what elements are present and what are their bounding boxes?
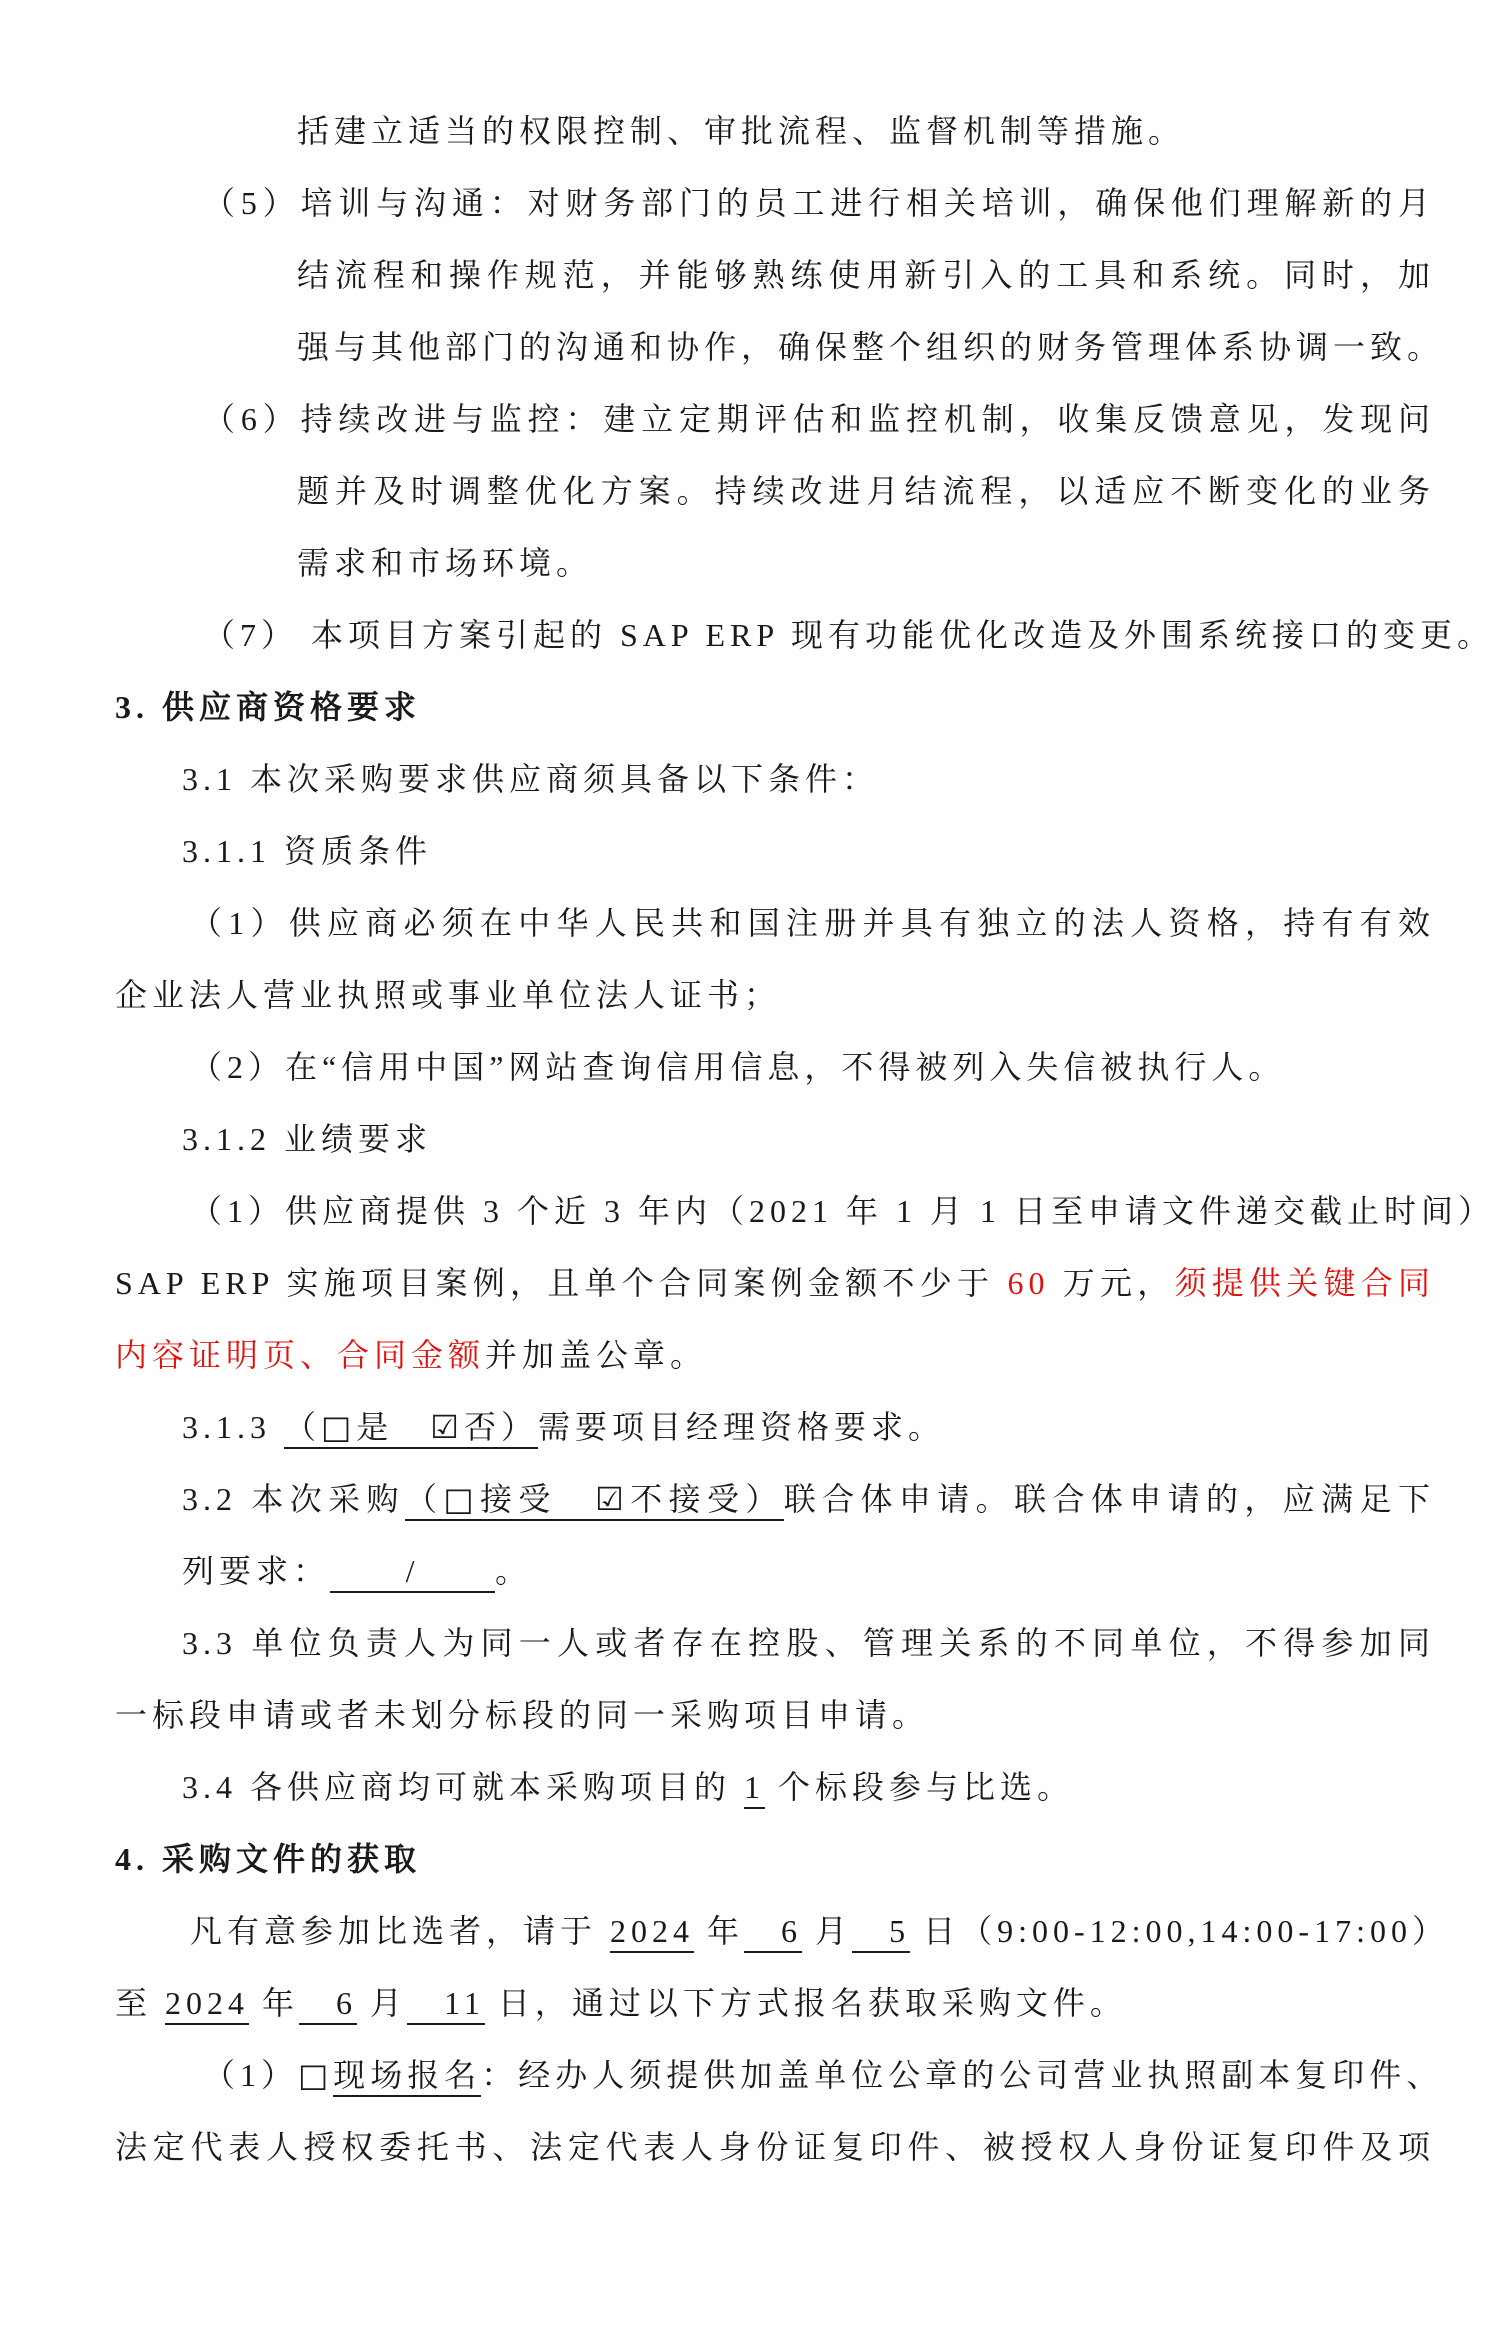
blank-field: / (330, 1551, 495, 1593)
clause-3-1-2-heading (182, 1103, 1435, 1175)
clause-3-3-line-2 (115, 1679, 1435, 1751)
text-segment: 日，通过以下方式报名获取采购文件。 (484, 1985, 1127, 2021)
text-segment: 联合体申请。联合体申请的，应满足下 (783, 1481, 1435, 1517)
text-segment: 强与其他部门的沟通和协作，确保整个组织的财务管理体系协调一致。 (297, 329, 1445, 365)
start-month-field: 6 (744, 1913, 802, 1953)
text-segment: （ (284, 1409, 322, 1445)
item-5-line-3 (297, 311, 1445, 383)
text-segment: 列要求： (182, 1553, 331, 1589)
text-segment: 至 (115, 1985, 166, 2021)
end-year-field: 2024 (165, 1985, 249, 2025)
start-year-field: 2024 (610, 1913, 694, 1953)
onsite-registration-line-2 (115, 2111, 1435, 2183)
text-segment: 。 (495, 1553, 533, 1589)
text-segment: 年 (249, 1985, 300, 2021)
end-month-field: 6 (299, 1985, 357, 2025)
text-segment: SAP ERP 实施项目案例，且单个合同案例金额不少于 (115, 1265, 1008, 1301)
text-segment: （2）在“信用中国”网站查询信用信息，不得被列入失信被执行人。 (190, 1049, 1286, 1085)
text-segment: 是 (356, 1409, 431, 1445)
section-4-heading (115, 1823, 1435, 1895)
text-segment: 年 (694, 1913, 745, 1949)
checkbox-checked-icon: ☑ (430, 1408, 464, 1446)
onsite-registration-line-1 (203, 2039, 1444, 2111)
text-segment: 3.2 本次采购 (182, 1481, 405, 1517)
clause-3-2-line-1 (182, 1463, 1435, 1535)
clause-3-1 (182, 743, 1435, 815)
text-segment: 个标段参与比选。 (765, 1769, 1075, 1805)
text-segment: 3.3 单位负责人为同一人或者存在控股、管理关系的不同单位，不得参加同 (182, 1625, 1435, 1661)
text-segment: （1）供应商必须在中华人民共和国注册并具有独立的法人资格，持有有效 (190, 905, 1435, 941)
item-4-continuation-line (297, 95, 1435, 167)
accept-option-field (405, 1481, 784, 1521)
performance-item-1-line-2 (115, 1247, 1435, 1319)
text-segment: 3.1.2 业绩要求 (182, 1121, 433, 1157)
text-segment: 并加盖公章。 (485, 1337, 708, 1373)
text-segment: 题并及时调整优化方案。持续改进月结流程，以适应不断变化的业务 (297, 473, 1435, 509)
qualification-item-1-line-2 (115, 959, 1435, 1031)
checkbox-unchecked-icon: □ (298, 2056, 334, 2094)
end-day-field: 11 (407, 1985, 485, 2025)
checkbox-unchecked-icon: □ (321, 1408, 357, 1446)
checkbox-unchecked-icon: □ (443, 1480, 480, 1518)
text-segment: 3.4 各供应商均可就本采购项目的 (182, 1769, 745, 1805)
text-segment: 需求和市场环境。 (297, 545, 594, 581)
red-requirement-text: 须提供关键合同 (1174, 1265, 1435, 1301)
text-segment: 不接受） (628, 1481, 784, 1517)
qualification-item-2-line (190, 1031, 1435, 1103)
clause-3-1-1-heading (182, 815, 1435, 887)
text-segment: （1） (203, 2057, 299, 2093)
amount-highlight: 60 (1007, 1265, 1050, 1301)
text-segment: 月 (357, 1985, 408, 2021)
clause-3-2-line-2 (182, 1535, 1435, 1607)
registration-period-line-1 (190, 1895, 1449, 1967)
text-segment: 一标段申请或者未划分标段的同一采购项目申请。 (115, 1697, 930, 1733)
text-segment: （6）持续改进与监控：建立定期评估和监控机制，收集反馈意见，发现问 (203, 401, 1435, 437)
heading-text: 4. 采购文件的获取 (115, 1841, 422, 1877)
text-segment: 括建立适当的权限控制、审批流程、监督机制等措施。 (297, 113, 1186, 149)
text-segment: （ (404, 1481, 444, 1517)
text-segment: 凡有意参加比选者，请于 (190, 1913, 611, 1949)
yes-no-option-field (284, 1409, 538, 1449)
text-segment: 3.1 本次采购要求供应商须具备以下条件： (182, 761, 880, 797)
item-6-line-1 (203, 383, 1435, 455)
clause-3-3-line-1 (182, 1607, 1435, 1679)
heading-text: 3. 供应商资格要求 (115, 689, 422, 725)
checkbox-checked-icon: ☑ (595, 1480, 629, 1518)
text-segment: 万元， (1049, 1265, 1175, 1301)
item-7-line (203, 599, 1495, 671)
text-segment: （1）供应商提供 3 个近 3 年内（2021 年 1 月 1 日至申请文件递交截止时间） (190, 1193, 1496, 1229)
text-segment: 3.1.3 (182, 1409, 284, 1445)
onsite-registration-label: 现场报名 (333, 2057, 481, 2097)
text-segment: 需要项目经理资格要求。 (537, 1409, 945, 1445)
qualification-item-1-line-1 (190, 887, 1435, 959)
text-segment: 日（9:00-12:00,14:00-17:00） (910, 1913, 1449, 1949)
text-segment: 接受 (479, 1481, 596, 1517)
text-segment: 3.1.1 资质条件 (182, 833, 433, 869)
text-segment: 企业法人营业执照或事业单位法人证书； (115, 977, 782, 1013)
lot-count-underlined: 1 (744, 1769, 765, 1809)
text-segment: 结流程和操作规范，并能够熟练使用新引入的工具和系统。同时，加 (297, 257, 1435, 293)
red-requirement-text: 内容证明页、合同金额 (115, 1337, 486, 1373)
registration-period-line-2 (115, 1967, 1435, 2039)
item-6-line-3 (297, 527, 1435, 599)
text-segment: ：经办人须提供加盖单位公章的公司营业执照副本复印件、 (481, 2057, 1444, 2093)
item-6-line-2 (297, 455, 1435, 527)
document-body (115, 95, 1496, 2183)
text-segment: （7） 本项目方案引起的 SAP ERP 现有功能优化改造及外围系统接口的变更。 (203, 617, 1495, 653)
text-segment: （5）培训与沟通：对财务部门的员工进行相关培训，确保他们理解新的月 (203, 185, 1435, 221)
item-5-line-1 (203, 167, 1435, 239)
performance-item-1-line-1 (190, 1175, 1496, 1247)
item-5-line-2 (297, 239, 1435, 311)
clause-3-1-3 (182, 1391, 1435, 1463)
text-segment: 月 (802, 1913, 853, 1949)
performance-item-1-line-3 (115, 1319, 1435, 1391)
clause-3-4 (182, 1751, 1435, 1823)
section-3-heading (115, 671, 1435, 743)
start-day-field: 5 (852, 1913, 910, 1953)
text-segment: 否） (463, 1409, 538, 1445)
text-segment: 法定代表人授权委托书、法定代表人身份证复印件、被授权人身份证复印件及项 (115, 2129, 1435, 2165)
